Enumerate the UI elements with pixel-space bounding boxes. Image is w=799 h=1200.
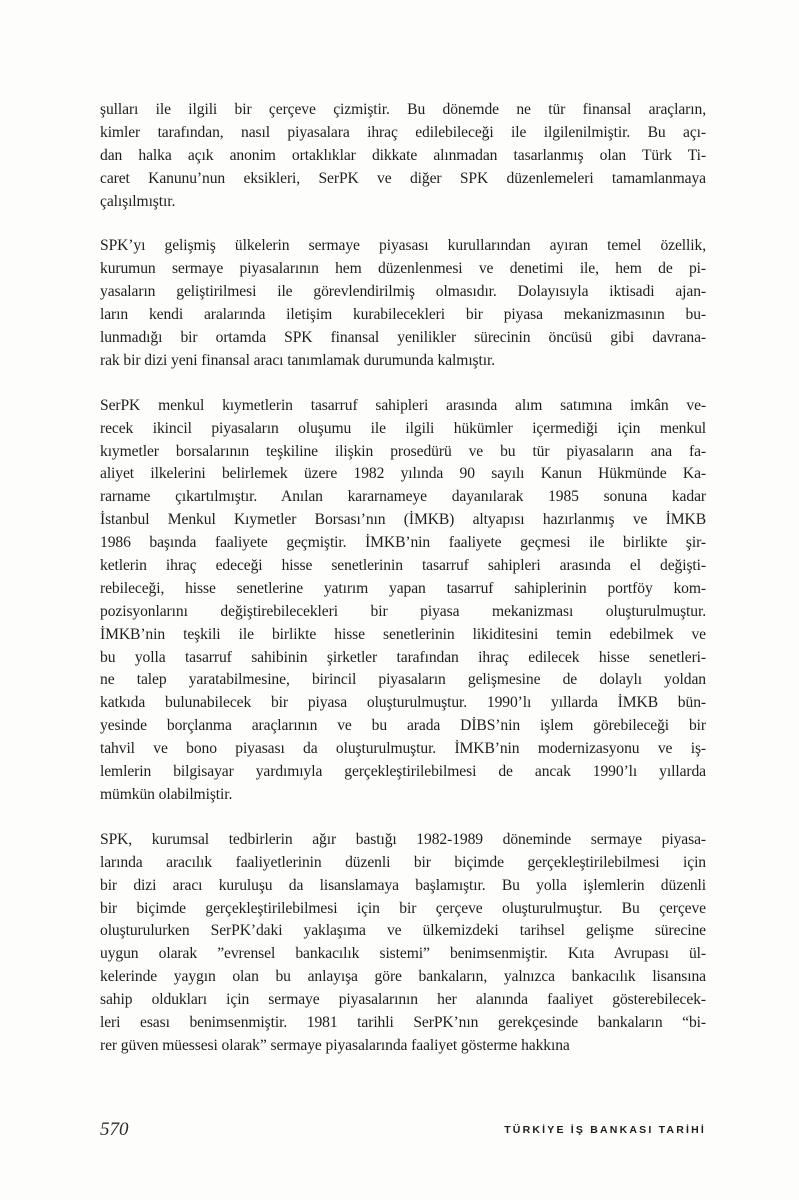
text-line: bu yolla tasarruf sahibinin şirketler tarafından ihraç edilecek hisse senetleri- (100, 648, 706, 666)
text-line: şulları ile ilgili bir çerçeve çizmiştir. Bu dönemde ne tür finansal araçların, (100, 101, 706, 118)
text-line: rarname çıkartılmıştır. Anılan kararnameye dayanılarak 1985 sonuna kadar (100, 488, 706, 506)
text-line: SPK’yı gelişmiş ülkelerin sermaye piyasası kurullarından ayıran temel özellik, (100, 237, 706, 255)
page-number: 570 (100, 1119, 129, 1140)
paragraph (100, 829, 706, 1058)
text-line: SerPK menkul kıymetlerin tasarruf sahipleri arasında alım satımına imkân ve- (100, 396, 706, 414)
text-line: yesinde borçlanma araçlarının ve bu arada DİBS’nin işlem görebileceği bir (100, 717, 706, 735)
body-text (100, 99, 706, 1058)
text-line: ketlerin ihraç edeceği hisse senetlerinin tasarruf sahipleri arasında el değişti- (100, 557, 706, 575)
text-line: İstanbul Menkul Kıymetler Borsası’nın (İMKB) altyapısı hazırlanmış ve İMKB (100, 511, 706, 529)
text-line: yasaların geliştirilmesi ile görevlendirilmiş olmasıdır. Dolayısıyla iktisadi ajan- (100, 283, 706, 301)
text-line: tahvil ve bono piyasası da oluşturulmuştur. İMKB’nin modernizasyonu ve iş- (100, 740, 706, 758)
text-line: çalışılmıştır. (100, 192, 176, 210)
text-line: oluşturulurken SerPK’daki yaklaşıma ve ülkemizdeki tarihsel gelişme sürecine (100, 922, 706, 940)
text-line: larında aracılık faaliyetlerinin düzenli bir biçimde gerçekleştirilebilmesi için (100, 853, 706, 871)
text-line: SPK, kurumsal tedbirlerin ağır bastığı 1982-1989 döneminde sermaye piyasa- (100, 830, 706, 848)
text-line: kurumun sermaye piyasalarının hem düzenlenmesi ve denetimi ile, hem de pi- (100, 260, 706, 278)
text-line: kelerinde yaygın olan bu anlayışa göre bankaların, yalnızca bankacılık lisansına (100, 968, 706, 986)
text-line: katkıda bulunabilecek bir piyasa oluşturulmuştur. 1990’lı yıllarda İMKB bün- (100, 694, 706, 712)
text-line: sahip oldukları için sermaye piyasalarının her alanında faaliyet gösterebilecek- (100, 991, 706, 1009)
text-line: lemlerin bilgisayar yardımıyla gerçekleştirilebilmesi de ancak 1990’lı yıllarda (100, 763, 706, 781)
running-title: TÜRKİYE İŞ BANKASI TARİHİ (504, 1124, 706, 1136)
text-line: İMKB’nin teşkili ile birlikte hisse senetlerinin likiditesini temin edebilmek ve (100, 625, 706, 643)
text-line: kıymetler borsalarının teşkiline ilişkin prosedürü ve bu tür piyasaların ana fa- (100, 442, 706, 460)
text-line: 1986 başında faaliyete geçmiştir. İMKB’nin faaliyete geçmesi ile birlikte şir- (100, 534, 706, 552)
paragraph (100, 235, 706, 372)
text-line: dan halka açık anonim ortaklıklar dikkate alınmadan tasarlanmış olan Türk Ti- (100, 146, 706, 164)
text-line: ların kendi aralarında iletişim kurabilecekleri bir piyasa mekanizmasının bu- (100, 306, 706, 324)
text-line: ne talep yaratabilmesine, birincil piyasaların gelişmesine de dolaylı yoldan (100, 671, 706, 689)
text-line: recek ikincil piyasaların oluşumu ile ilgili hükümler içermediği için menkul (100, 419, 706, 437)
text-line: pozisyonlarını değiştirebilecekleri bir piyasa mekanizması oluşturulmuştur. (100, 602, 706, 620)
text-line: rer güven müessesi olarak” sermaye piyasalarında faaliyet gösterme hakkına (100, 1036, 570, 1054)
text-line: aliyet ilkelerini belirlemek üzere 1982 yılında 90 sayılı Kanun Hükmünde Ka- (100, 465, 706, 483)
text-line: bir dizi aracı kuruluşu da lisanslamaya başlamıştır. Bu yolla işlemlerin düzenli (100, 876, 706, 894)
text-line: rak bir dizi yeni finansal aracı tanımlamak durumunda kalmıştır. (100, 351, 496, 369)
text-line: kimler tarafından, nasıl piyasalara ihraç edilebileceği ile ilgilenilmiştir. Bu açı- (100, 123, 706, 141)
text-line: bir biçimde gerçekleştirilebilmesi için bir çerçeve oluşturulmuştur. Bu çerçeve (100, 899, 706, 917)
text-line: lunmadığı bir ortamda SPK finansal yenilikler sürecinin öncüsü gibi davrana- (100, 329, 706, 347)
text-line: caret Kanunu’nun eksikleri, SerPK ve diğer SPK düzenlemeleri tamamlanmaya (100, 169, 706, 187)
text-line: mümkün olabilmiştir. (100, 785, 233, 803)
text-line: uygun olarak ”evrensel bankacılık sistemi” benimsenmiştir. Kıta Avrupası ül- (100, 945, 706, 963)
text-line: leri esası benimsenmiştir. 1981 tarihli SerPK’nın gerekçesinde bankaların “bi- (100, 1013, 706, 1031)
paragraph (100, 395, 706, 807)
text-line: rebileceği, hisse senetlerine yatırım yapan tasarruf sahiplerinin portföy kom- (100, 579, 706, 597)
paragraph (100, 99, 706, 213)
